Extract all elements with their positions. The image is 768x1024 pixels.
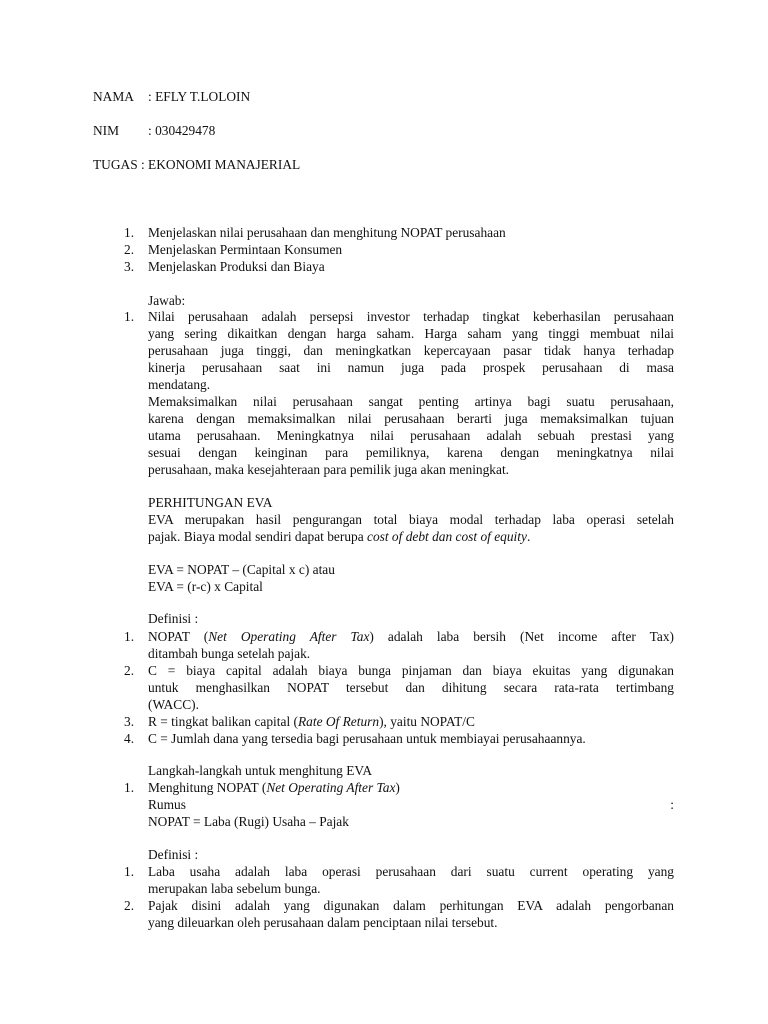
definition-number: 2. [124, 898, 135, 913]
definition-item: merupakan laba sebelum bunga. [148, 881, 321, 896]
answer-line: Memaksimalkan nilai perusahaan sangat penting artinya bagi suatu perusahaan, [148, 394, 674, 409]
definition-heading: Definisi : [148, 611, 199, 626]
jawab-label: Jawab: [148, 293, 186, 308]
answer-line: karena dengan memaksimalkan nilai perusahaan berarti juga memaksimalkan tujuan [148, 411, 674, 426]
definition-item: ditambah bunga setelah pajak. [148, 646, 311, 661]
definition-number: 2. [124, 663, 135, 678]
nopat-formula: NOPAT = Laba (Rugi) Usaha – Pajak [148, 814, 349, 829]
definition-item [148, 628, 674, 645]
answer-line: sesuai dengan keinginan para pemiliknya, karena dengan meningkatnya nilai [148, 445, 674, 460]
definition-item: Pajak disini adalah yang digunakan dalam perhitungan EVA adalah pengorbanan [148, 898, 674, 913]
step-text: Menghitung NOPAT ( [148, 780, 267, 795]
step-text: ) [395, 780, 400, 795]
rumus-colon: : [670, 797, 674, 812]
task-item: Menjelaskan nilai perusahaan dan menghitung NOPAT perusahaan [148, 225, 506, 240]
nim-line [93, 122, 215, 139]
definition-number: 1. [124, 629, 135, 644]
nama-value: : EFLY T.LOLOIN [148, 89, 251, 104]
answer-number: 1. [124, 309, 135, 324]
definition-item [148, 713, 674, 730]
definition-item: (WACC). [148, 697, 199, 712]
tugas-line: TUGAS : EKONOMI MANAJERIAL [93, 157, 301, 172]
definition-text: ) adalah laba bersih (Net income after Tax) [369, 629, 674, 644]
nama-line [93, 88, 250, 105]
answer-line: utama perusahaan. Meningkatnya nilai perusahaan adalah sebuah prestasi yang [148, 428, 674, 443]
eva-text: . [526, 529, 531, 544]
task-item: Menjelaskan Permintaan Konsumen [148, 242, 343, 257]
definition-number: 3. [124, 714, 135, 729]
nim-label: NIM [93, 123, 120, 138]
eva-description [148, 528, 674, 545]
step-italic-text: Net Operating After Tax [266, 780, 396, 795]
nama-label: NAMA [93, 89, 134, 104]
step-item [148, 779, 674, 796]
definition-italic-text: Net Operating After Tax [208, 629, 370, 644]
step-number: 1. [124, 780, 135, 795]
task-item: Menjelaskan Produksi dan Biaya [148, 259, 325, 274]
eva-italic-text: cost of debt dan cost of equity [367, 529, 527, 544]
task-number: 3. [124, 259, 135, 274]
section-heading: Langkah-langkah untuk menghitung EVA [148, 763, 373, 778]
answer-line: kinerja perusahaan saat ini namun juga pada prospek perusahaan di masa [148, 360, 674, 375]
eva-formula: EVA = (r-c) x Capital [148, 579, 263, 594]
task-number: 1. [124, 225, 135, 240]
definition-text: ), yaitu NOPAT/C [379, 714, 475, 729]
definition-text: R = tingkat balikan capital ( [148, 714, 298, 729]
definition-text: NOPAT ( [148, 629, 209, 644]
answer-line: mendatang. [148, 377, 211, 392]
definition-heading: Definisi : [148, 847, 199, 862]
nim-value: : 030429478 [148, 123, 216, 138]
answer-line: Nilai perusahaan adalah persepsi investor terhadap tingkat keberhasilan perusahaan [148, 309, 674, 324]
definition-item: yang dileuarkan oleh perusahaan dalam penciptaan nilai tersebut. [148, 915, 498, 930]
definition-item: C = biaya capital adalah biaya bunga pinjaman dan biaya ekuitas yang digunakan [148, 663, 674, 678]
definition-item: untuk menghasilkan NOPAT tersebut dan dihitung secara rata-rata tertimbang [148, 680, 674, 695]
answer-line: perusahaan, maka kesejahteraan para pemilik juga akan meningkat. [148, 462, 510, 477]
answer-line: perusahaan juga tinggi, dan meningkatkan kepercayaan pasar tidak hanya terhadap [148, 343, 674, 358]
rumus-label: Rumus [148, 797, 186, 812]
answer-line: yang sering dikaitkan dengan harga saham. Harga saham yang tinggi membuat nilai [148, 326, 674, 341]
definition-item: C = Jumlah dana yang tersedia bagi perusahaan untuk membiayai perusahaannya. [148, 731, 586, 746]
eva-description: EVA merupakan hasil pengurangan total biaya modal terhadap laba operasi setelah [148, 512, 674, 527]
definition-number: 4. [124, 731, 135, 746]
eva-text: pajak. Biaya modal sendiri dapat berupa [148, 529, 368, 544]
rumus-line [148, 796, 674, 813]
definition-italic-text: Rate Of Return [297, 714, 380, 729]
section-heading: PERHITUNGAN EVA [148, 495, 273, 510]
definition-number: 1. [124, 864, 135, 879]
eva-formula: EVA = NOPAT – (Capital x c) atau [148, 562, 335, 577]
task-number: 2. [124, 242, 135, 257]
definition-item: Laba usaha adalah laba operasi perusahaan dari suatu current operating yang [148, 864, 674, 879]
